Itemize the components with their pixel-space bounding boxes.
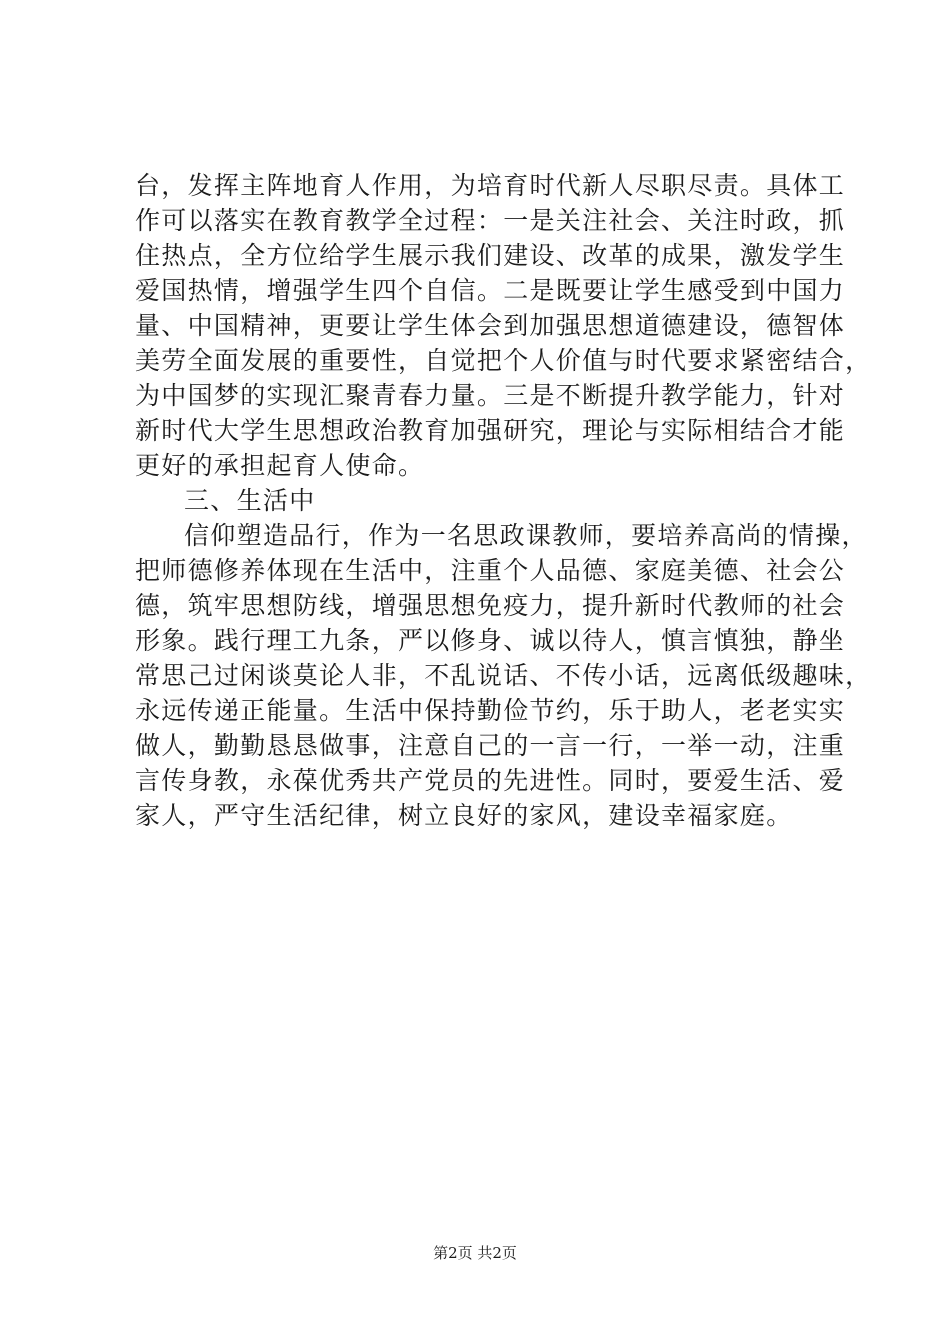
text-line: 常思己过闲谈莫论人非，不乱说话、不传小话，远离低级趣味， — [135, 661, 872, 690]
text-line: 新时代大学生思想政治教育加强研究，理论与实际相结合才能 — [135, 416, 846, 445]
text-line: 形象。践行理工九条，严以修身、诚以待人，慎言慎独，静坐 — [135, 626, 846, 655]
page-footer — [0, 1243, 950, 1263]
text-line: 做人，勤勤恳恳做事，注意自己的一言一行，一举一动，注重 — [135, 731, 846, 760]
text-line: 台，发挥主阵地育人作用，为培育时代新人尽职尽责。具体工 — [135, 171, 846, 200]
text-line: 言传身教，永葆优秀共产党员的先进性。同时，要爱生活、爱 — [135, 766, 846, 795]
page-number: 第2页 共2页 — [433, 1244, 517, 1262]
text-line: 量、中国精神，更要让学生体会到加强思想道德建设，德智体 — [135, 311, 846, 340]
text-line: 爱国热情，增强学生四个自信。二是既要让学生感受到中国力 — [135, 276, 846, 305]
text-line: 信仰塑造品行，作为一名思政课教师，要培养高尚的情操， — [184, 521, 868, 550]
text-line: 德，筑牢思想防线，增强思想免疫力，提升新时代教师的社会 — [135, 591, 846, 620]
section-heading: 三、生活中 — [184, 486, 316, 515]
text-line: 为中国梦的实现汇聚青春力量。三是不断提升教学能力，针对 — [135, 381, 846, 410]
text-line: 更好的承担起育人使命。 — [135, 451, 425, 480]
text-line: 美劳全面发展的重要性，自觉把个人价值与时代要求紧密结合， — [135, 346, 872, 375]
text-line: 家人，严守生活纪律，树立良好的家风，建设幸福家庭。 — [135, 801, 793, 830]
text-line: 住热点，全方位给学生展示我们建设、改革的成果，激发学生 — [135, 241, 846, 270]
document-body — [135, 168, 872, 833]
text-line: 永远传递正能量。生活中保持勤俭节约，乐于助人，老老实实 — [135, 696, 846, 725]
text-line: 把师德修养体现在生活中，注重个人品德、家庭美德、社会公 — [135, 556, 846, 585]
text-line: 作可以落实在教育教学全过程：一是关注社会、关注时政，抓 — [135, 206, 846, 235]
